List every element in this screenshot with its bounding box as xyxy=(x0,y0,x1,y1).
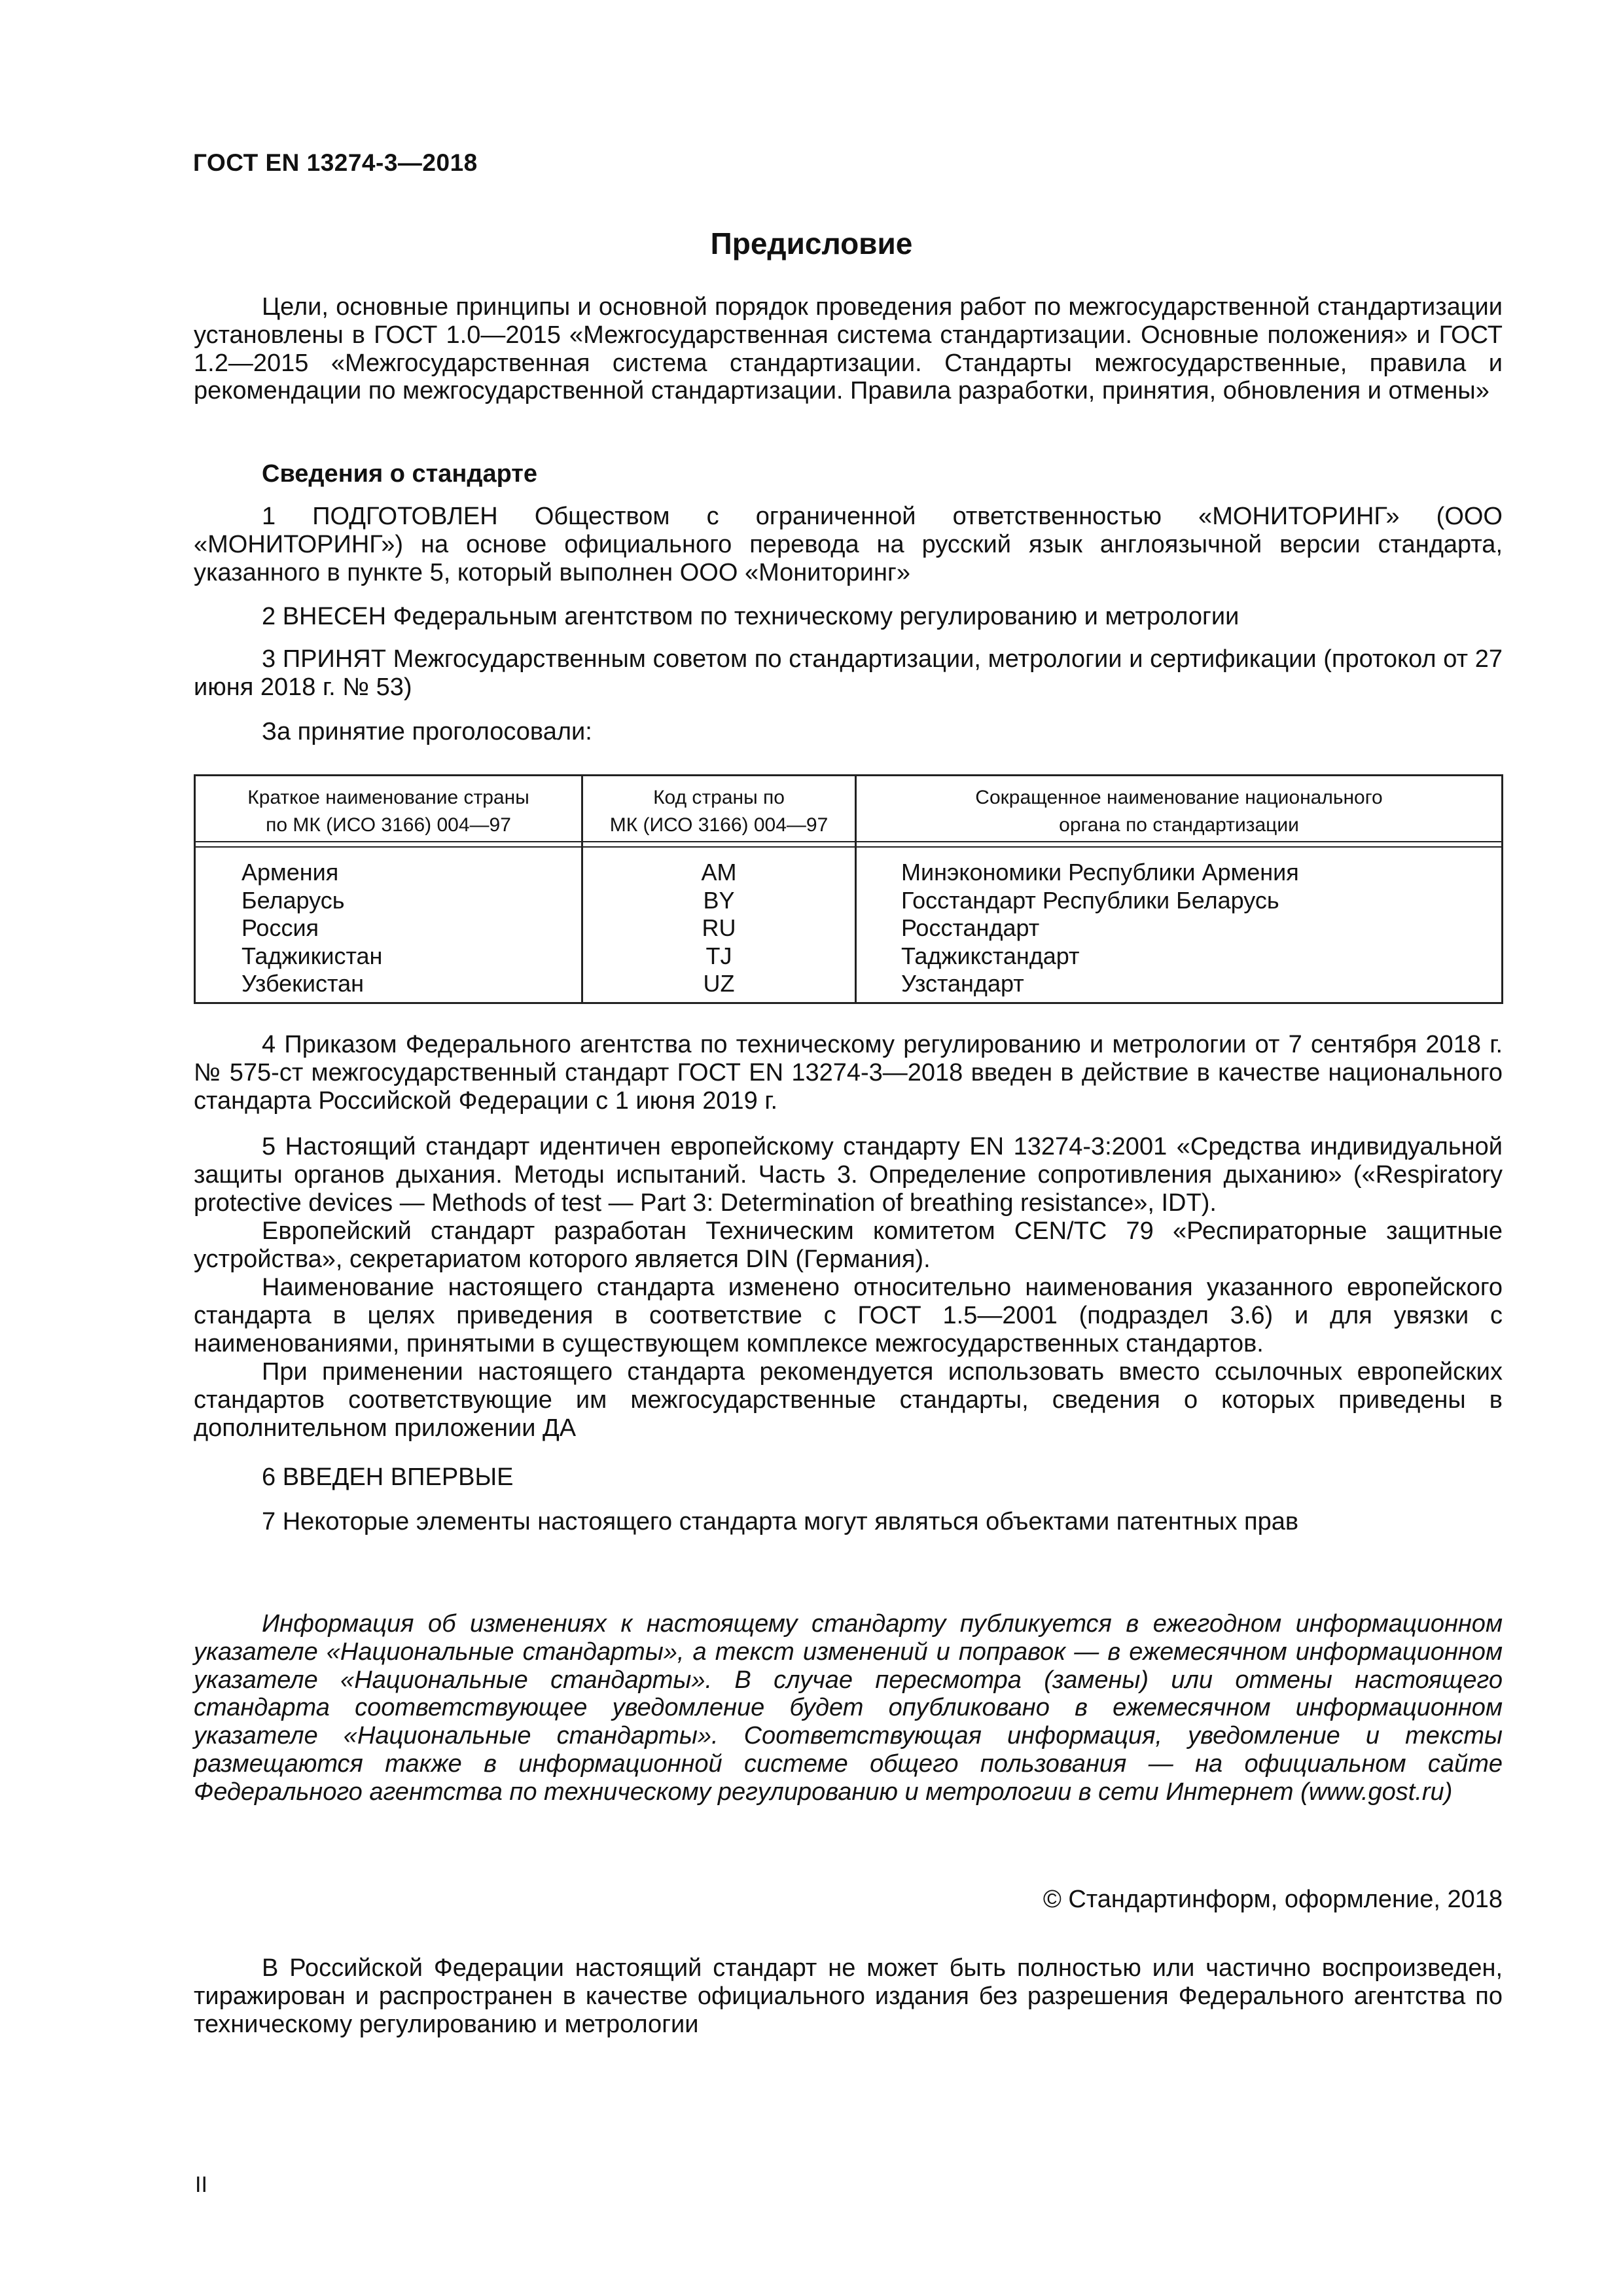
vote-label: За принятие проголосовали: xyxy=(262,718,592,745)
table-cell: Росстандарт xyxy=(901,914,1040,941)
table-cell: Госстандарт Республики Беларусь xyxy=(901,886,1279,914)
table-cell: Таджикистан xyxy=(241,942,383,969)
item-4-paragraph: 4 Приказом Федерального агентства по техническому регулированию и метрологии от 7 сентября 2018 г. № 575-ст межгосударственный стандарт ГОСТ EN 13274-3—2018 введен в действие в качестве национального стандарта Российской Федерации с 1 июня 2019 г. xyxy=(194,1031,1503,1115)
table-cell: AM xyxy=(701,859,737,886)
table-cell: Минэкономики Республики Армения xyxy=(901,859,1299,886)
table-cell: UZ xyxy=(703,970,735,997)
table-header-rule xyxy=(196,846,1501,848)
table-header-code: Код страны по МК (ИСО 3166) 004—97 xyxy=(609,787,829,836)
page-title: Предисловие xyxy=(710,226,913,260)
item-5-paragraph-4: При применении настоящего стандарта рекомендуется использовать вместо ссылочных европейских стандартов соответствующие им межгосударственные стандарты, сведения о которых приведены в дополнительном приложении ДА xyxy=(194,1358,1503,1442)
item-7-paragraph: 7 Некоторые элементы настоящего стандарта могут являться объектами патентных прав xyxy=(262,1508,1299,1535)
page-number: II xyxy=(195,2172,207,2197)
table-cell: Беларусь xyxy=(241,886,345,914)
changes-notice: Информация об изменениях к настоящему стандарту публикуется в ежегодном информационном указателе «Национальные стандарты», а текст изменений и поправок — в ежемесячном информационном указателе «Национальные стандарты». В случае пересмотра (замены) или отмены настоящего стандарта соответствующее уведомление будет опубликовано в ежемесячном информационном указателе «Национальные стандарты». Соответствующая информация, уведомление и тексты размещаются также в информационной системе общего пользования — на официальном сайте Федерального агентства по техническому регулированию и метрологии в сети Интернет (www.gost.ru) xyxy=(194,1610,1503,1806)
item-5-paragraph-3: Наименование настоящего стандарта изменено относительно наименования указанного европейского стандарта в целях приведения в соответствие с ГОСТ 1.5—2001 (подраздел 3.6) и для увязки с наименованиями, принятыми в существующем комплексе межгосударственных стандартов. xyxy=(194,1274,1503,1357)
table-header-country: Краткое наименование страны по МК (ИСО 3166) 004—97 xyxy=(247,787,529,836)
item-5-paragraph: 5 Настоящий стандарт идентичен европейскому стандарту EN 13274-3:2001 «Средства индивидуальной защиты органов дыхания. Методы испытаний. Часть 3. Определение сопротивления дыханию» («Respiratory protective devices — Methods of test — Part 3: Determination of breathing resistance», IDT). xyxy=(194,1133,1503,1217)
info-heading: Сведения о стандарте xyxy=(262,460,538,488)
table-cell: TJ xyxy=(705,942,732,969)
item-5-paragraph-2: Европейский стандарт разработан Техническим комитетом CEN/TC 79 «Респираторные защитные устройства», секретариатом которого является DIN (Германия). xyxy=(194,1217,1503,1273)
item-3-paragraph: 3 ПРИНЯТ Межгосударственным советом по стандартизации, метрологии и сертификации (протокол от 27 июня 2018 г. № 53) xyxy=(194,645,1503,701)
table-cell: Узстандарт xyxy=(901,970,1024,997)
intro-paragraph: Цели, основные принципы и основной порядок проведения работ по межгосударственной стандартизации установлены в ГОСТ 1.0—2015 «Межгосударственная система стандартизации. Основные положения» и ГОСТ 1.2—2015 «Межгосударственная система стандартизации. Стандарты межгосударственные, правила и рекомендации по межгосударственной стандартизации. Правила разработки, принятия, обновления и отмены» xyxy=(194,293,1503,405)
item-2-paragraph: 2 ВНЕСЕН Федеральным агентством по техническому регулированию и метрологии xyxy=(262,603,1240,630)
table-cell: Таджикстандарт xyxy=(901,942,1080,969)
table-cell: RU xyxy=(702,914,736,941)
copyright-line: © Стандартинформ, оформление, 2018 xyxy=(1043,1886,1503,1913)
document-code: ГОСТ EN 13274-3—2018 xyxy=(193,149,478,176)
table-cell: Россия xyxy=(241,914,319,941)
table-cell: BY xyxy=(703,886,735,914)
item-6-paragraph: 6 ВВЕДЕН ВПЕРВЫЕ xyxy=(262,1463,514,1491)
code-column xyxy=(583,859,855,998)
item-1-paragraph: 1 ПОДГОТОВЛЕН Обществом с ограниченной ответственностью «МОНИТОРИНГ» (ООО «МОНИТОРИНГ») на основе официального перевода на русский язык англоязычной версии стандарта, указанного в пункте 5, который выполнен ООО «Мониторинг» xyxy=(194,503,1503,586)
voting-table xyxy=(194,774,1503,1004)
body-column xyxy=(901,859,1299,998)
country-column xyxy=(241,859,382,998)
table-header-body: Сокращенное наименование национального органа по стандартизации xyxy=(975,787,1383,836)
table-header-rule xyxy=(196,841,1501,842)
rights-notice: В Российской Федерации настоящий стандарт не может быть полностью или частично воспроизведен, тиражирован и распространен в качестве официального издания без разрешения Федерального агентства по техническому регулированию и метрологии xyxy=(194,1954,1503,2038)
table-cell: Узбекистан xyxy=(241,970,365,997)
table-cell: Армения xyxy=(241,859,339,886)
